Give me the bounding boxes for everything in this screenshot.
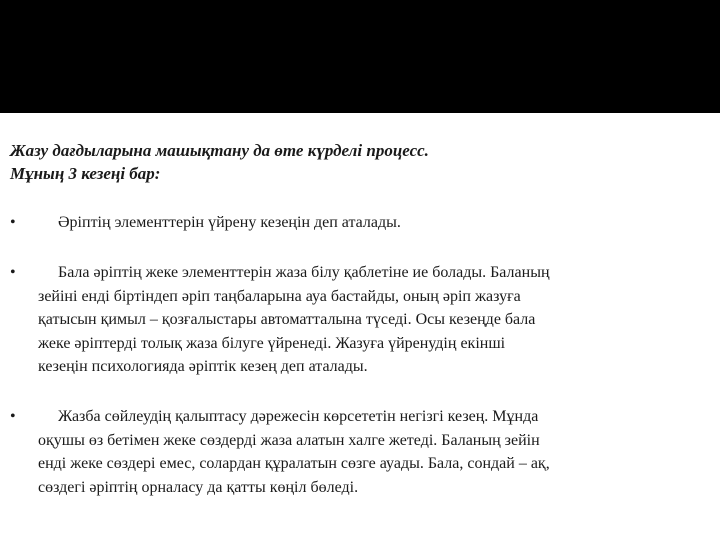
bullet-dot-icon: •	[10, 408, 16, 425]
text-line: Әріптің элементтерін үйрену кезеңін деп аталады.	[58, 214, 401, 231]
bullet-dot-icon: •	[10, 264, 16, 281]
heading-line: Мұның 3 кезеңі бар:	[10, 164, 161, 183]
bullet-item	[10, 405, 710, 499]
bullet-text	[38, 261, 698, 379]
slide-heading	[10, 139, 710, 185]
text-line: жеке әріптерді толық жаза білуге үйренеді. Жазуға үйренудің екінші	[38, 334, 506, 352]
bullet-text	[38, 211, 698, 235]
title-band	[0, 0, 720, 113]
bullet-item	[10, 211, 710, 235]
bullet-item	[10, 261, 710, 379]
bullet-dot-icon: •	[10, 214, 16, 231]
text-line: оқушы өз бетімен жеке сөздерді жаза алатын халге жетеді. Баланың зейін	[38, 431, 540, 449]
text-line: енді жеке сөздері емес, солардан құралатын сөзге ауады. Бала, сондай – ақ,	[38, 455, 550, 472]
heading-line: Жазу дағдыларына машықтану да өте күрделі процесс.	[10, 141, 429, 160]
text-line: қатысын қимыл – қозғалыстары автоматталына түседі. Осы кезеңде бала	[38, 311, 536, 328]
text-line: кезеңін психологияда әріптік кезең деп аталады.	[38, 358, 368, 375]
text-line: зейіні енді біртіндеп әріп таңбаларына ауа бастайды, оның әріп жазуға	[38, 287, 521, 305]
slide-body	[10, 139, 710, 496]
text-line: сөздегі әріптің орналасу да қатты көңіл бөледі.	[38, 478, 359, 496]
text-line: Жазба сөйлеудің қалыптасу дәрежесін көрсететін негізгі кезең. Мұнда	[58, 408, 539, 425]
text-line: Бала әріптің жеке элементтерін жаза білу қаблетіне ие болады. Баланың	[58, 264, 550, 281]
bullet-text	[38, 405, 698, 499]
